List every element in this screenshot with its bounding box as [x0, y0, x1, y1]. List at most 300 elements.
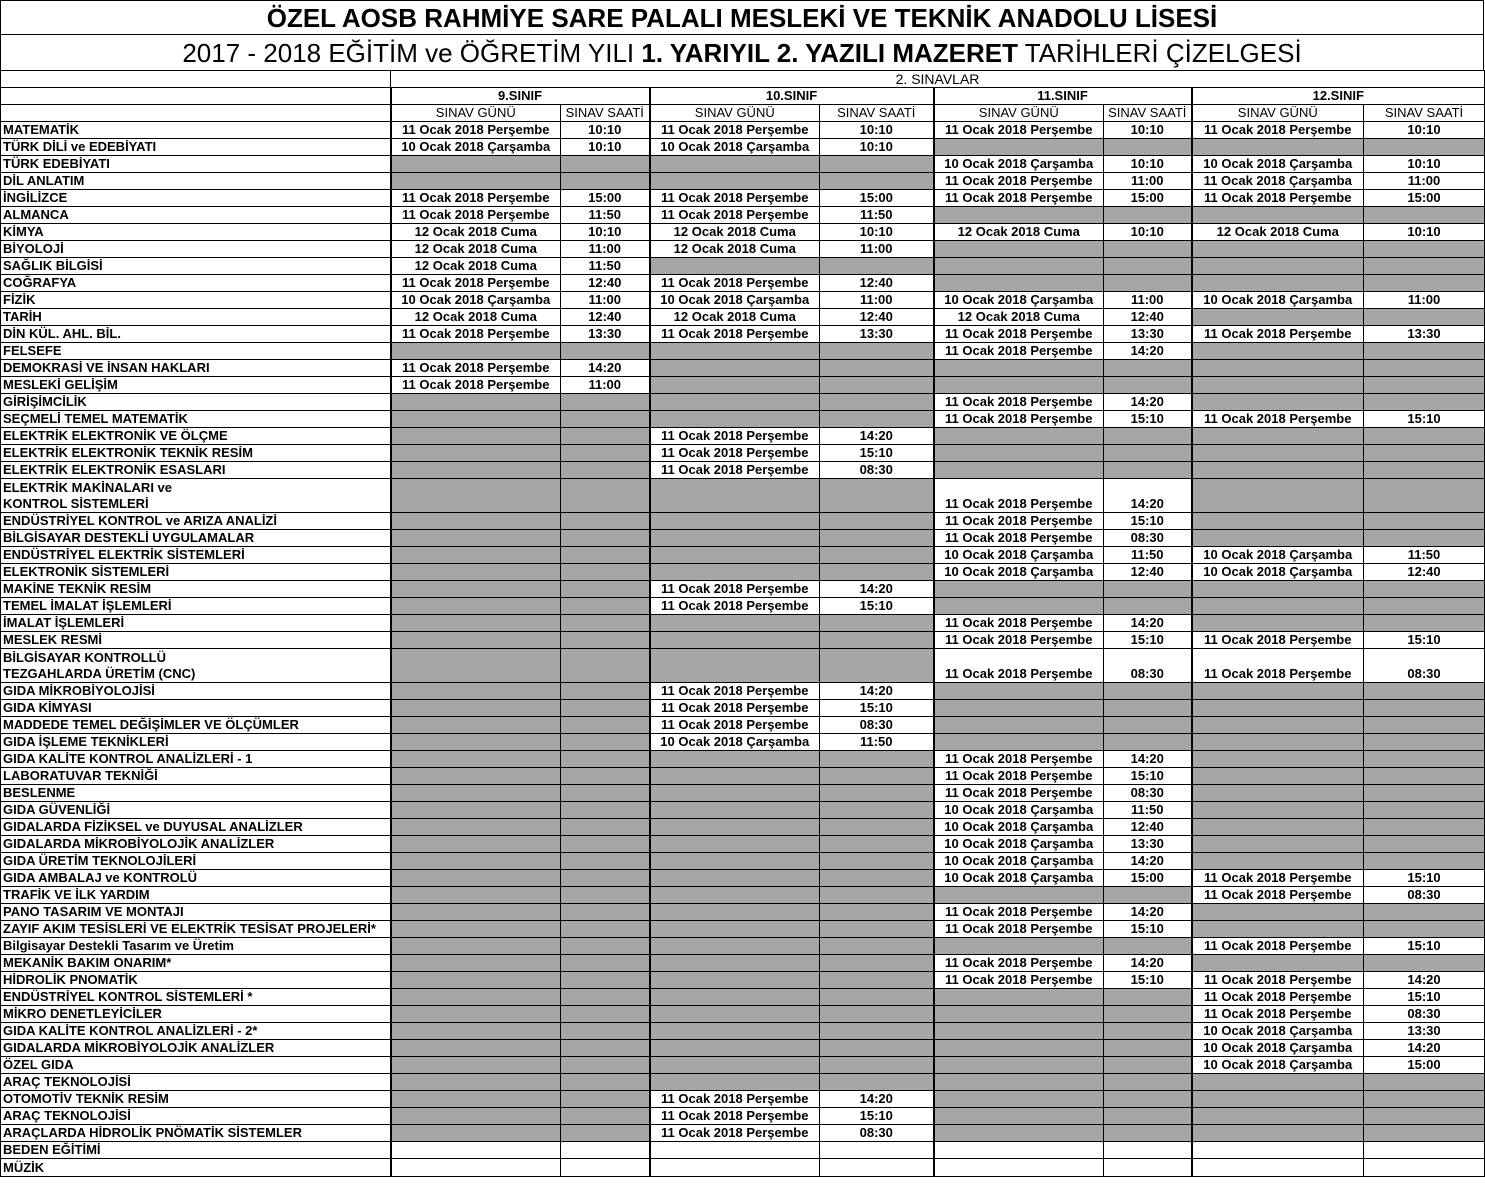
- exam-day-cell: [650, 411, 820, 428]
- exam-day-cell: [391, 717, 561, 734]
- exam-time-cell: [1364, 394, 1485, 411]
- exam-time-cell: 12:40: [561, 275, 650, 292]
- subject-name: MAKİNE TEKNİK RESİM: [1, 581, 391, 598]
- exam-day-cell: 11 Ocak 2018 Perşembe: [650, 598, 820, 615]
- exam-day-cell: 11 Ocak 2018 Perşembe: [934, 785, 1104, 802]
- subject-name: ENDÜSTRİYEL KONTROL SİSTEMLERİ *: [1, 989, 391, 1006]
- exam-day-cell: 11 Ocak 2018 Perşembe: [934, 394, 1104, 411]
- table-row: [1, 394, 1485, 411]
- table-row: [1, 768, 1485, 785]
- exam-day-cell: [650, 513, 820, 530]
- exam-time-cell: [1364, 377, 1485, 394]
- exam-day-cell: [934, 258, 1104, 275]
- exam-day-cell: 11 Ocak 2018 Perşembe: [391, 190, 561, 207]
- exam-time-cell: 14:20: [1104, 343, 1192, 360]
- table-row: [1, 1040, 1485, 1057]
- exam-day-cell: 12 Ocak 2018 Cuma: [934, 224, 1104, 241]
- exam-time-cell: [561, 1108, 650, 1125]
- table-row: [1, 530, 1485, 547]
- exam-time-cell: [561, 1159, 650, 1177]
- exam-time-cell: 08:30: [1104, 785, 1192, 802]
- exam-day-cell: 11 Ocak 2018 Perşembe: [650, 1125, 820, 1142]
- exam-day-cell: 10 Ocak 2018 Çarşamba: [650, 139, 820, 156]
- col-header-day: SINAV GÜNÜ: [1192, 105, 1364, 122]
- exam-time-cell: [561, 564, 650, 581]
- exam-time-cell: [1104, 1006, 1192, 1023]
- table-row: [1, 751, 1485, 768]
- col-header-day: SINAV GÜNÜ: [391, 105, 561, 122]
- exam-day-cell: 11 Ocak 2018 Perşembe: [391, 360, 561, 377]
- exam-time-cell: [820, 819, 934, 836]
- exam-day-cell: [1192, 360, 1364, 377]
- subject-name: BİYOLOJİ: [1, 241, 391, 258]
- exam-day-cell: 11 Ocak 2018 Perşembe: [1192, 190, 1364, 207]
- exam-day-cell: [650, 1040, 820, 1057]
- exam-time-cell: [561, 173, 650, 190]
- exam-time-cell: [1104, 717, 1192, 734]
- table-row: [1, 224, 1485, 241]
- class-header-12: 12.SINIF: [1192, 88, 1485, 105]
- subject-name: HİDROLİK PNOMATİK: [1, 972, 391, 989]
- exam-day-cell: 11 Ocak 2018 Perşembe: [1192, 1006, 1364, 1023]
- exam-day-cell: [391, 1125, 561, 1142]
- exam-day-cell: [650, 989, 820, 1006]
- exam-time-cell: 10:10: [561, 139, 650, 156]
- exam-time-cell: 11:50: [1104, 802, 1192, 819]
- subject-name: MESLEKİ GELİŞİM: [1, 377, 391, 394]
- exam-time-cell: [1364, 819, 1485, 836]
- exam-day-cell: [391, 1074, 561, 1091]
- subtitle-part-1: 2017 - 2018 EĞİTİM ve ÖĞRETİM YILI: [182, 38, 642, 68]
- exam-day-cell: 10 Ocak 2018 Çarşamba: [650, 734, 820, 751]
- exam-time-cell: 15:10: [1104, 768, 1192, 785]
- exam-day-cell: [391, 598, 561, 615]
- exam-time-cell: [561, 717, 650, 734]
- exam-day-cell: [1192, 717, 1364, 734]
- exam-day-cell: [934, 1125, 1104, 1142]
- exam-time-cell: 10:10: [820, 224, 934, 241]
- exam-day-cell: 10 Ocak 2018 Çarşamba: [934, 564, 1104, 581]
- exam-day-cell: [650, 887, 820, 904]
- exam-time-cell: [820, 955, 934, 972]
- exam-day-cell: [391, 921, 561, 938]
- exam-day-cell: [650, 819, 820, 836]
- exam-time-cell: 08:30: [1364, 1006, 1485, 1023]
- exam-day-cell: 11 Ocak 2018 Perşembe: [934, 122, 1104, 139]
- table-row: [1, 564, 1485, 581]
- exam-day-cell: [1192, 683, 1364, 700]
- exam-day-cell: 11 Ocak 2018 Perşembe: [1192, 649, 1364, 683]
- exam-time-cell: 10:10: [1104, 156, 1192, 173]
- exam-time-cell: 15:10: [1364, 632, 1485, 649]
- subject-name: GIDA MİKROBİYOLOJİSİ: [1, 683, 391, 700]
- exam-day-cell: 11 Ocak 2018 Perşembe: [934, 530, 1104, 547]
- exam-time-cell: [561, 1091, 650, 1108]
- exam-day-cell: [1192, 275, 1364, 292]
- exam-day-cell: [391, 547, 561, 564]
- exam-time-cell: 11:50: [820, 207, 934, 224]
- exam-day-cell: [1192, 258, 1364, 275]
- table-row: [1, 598, 1485, 615]
- subject-name: GIDALARDA MİKROBİYOLOJİK ANALİZLER: [1, 1040, 391, 1057]
- subject-name: DİL ANLATIM: [1, 173, 391, 190]
- exam-day-cell: [650, 632, 820, 649]
- exam-day-cell: 12 Ocak 2018 Cuma: [391, 309, 561, 326]
- exam-time-cell: [1364, 581, 1485, 598]
- exam-day-cell: [650, 343, 820, 360]
- exam-time-cell: [820, 802, 934, 819]
- exam-day-cell: 11 Ocak 2018 Perşembe: [934, 955, 1104, 972]
- exam-day-cell: [1192, 445, 1364, 462]
- exam-time-cell: [561, 547, 650, 564]
- subject-name: ELEKTRİK ELEKTRONİK VE ÖLÇME: [1, 428, 391, 445]
- subject-name: [1, 649, 391, 683]
- exam-day-cell: [934, 1023, 1104, 1040]
- exam-time-cell: [1104, 139, 1192, 156]
- exam-time-cell: 12:40: [1104, 309, 1192, 326]
- exam-day-cell: [934, 717, 1104, 734]
- exam-time-cell: [561, 598, 650, 615]
- exam-time-cell: 15:00: [820, 190, 934, 207]
- exam-day-cell: 11 Ocak 2018 Perşembe: [650, 717, 820, 734]
- subject-name: ZAYIF AKIM TESİSLERİ VE ELEKTRİK TESİSAT PROJELERİ*: [1, 921, 391, 938]
- exam-time-cell: [820, 921, 934, 938]
- exam-time-cell: [561, 156, 650, 173]
- exam-day-cell: [1192, 853, 1364, 870]
- col-header-time: SINAV SAATİ: [1104, 105, 1192, 122]
- subject-name: SAĞLIK BİLGİSİ: [1, 258, 391, 275]
- exam-time-cell: [561, 462, 650, 479]
- exam-time-cell: [561, 836, 650, 853]
- exam-time-cell: [561, 1040, 650, 1057]
- exam-time-cell: 15:10: [1104, 513, 1192, 530]
- exam-time-cell: [820, 870, 934, 887]
- subject-name: MÜZİK: [1, 1159, 391, 1177]
- exam-day-cell: [1192, 955, 1364, 972]
- subject-name: FELSEFE: [1, 343, 391, 360]
- exam-day-cell: [1192, 1074, 1364, 1091]
- exam-day-cell: [391, 785, 561, 802]
- subject-name: ENDÜSTRİYEL KONTROL ve ARIZA ANALİZİ: [1, 513, 391, 530]
- exam-time-cell: 11:00: [1364, 292, 1485, 309]
- exam-time-cell: [1364, 921, 1485, 938]
- exam-day-cell: [391, 462, 561, 479]
- table-row: [1, 139, 1485, 156]
- exam-time-cell: 13:30: [820, 326, 934, 343]
- exam-day-cell: [391, 887, 561, 904]
- exam-day-cell: [650, 564, 820, 581]
- exam-time-cell: 15:00: [1104, 190, 1192, 207]
- subject-name: BESLENME: [1, 785, 391, 802]
- exam-time-cell: [1364, 768, 1485, 785]
- exam-time-cell: 12:40: [1104, 819, 1192, 836]
- table-row: [1, 632, 1485, 649]
- exam-time-cell: [561, 904, 650, 921]
- exam-time-cell: 15:10: [1364, 938, 1485, 955]
- table-row: [1, 275, 1485, 292]
- exam-day-cell: 11 Ocak 2018 Perşembe: [934, 972, 1104, 989]
- exam-day-cell: [391, 904, 561, 921]
- exam-day-cell: [391, 632, 561, 649]
- table-row: [1, 904, 1485, 921]
- exam-day-cell: [391, 479, 561, 513]
- exam-day-cell: 11 Ocak 2018 Perşembe: [391, 122, 561, 139]
- exam-time-cell: [1104, 258, 1192, 275]
- exam-day-cell: [1192, 513, 1364, 530]
- corner-cell: [1, 71, 391, 88]
- exam-time-cell: 12:40: [820, 275, 934, 292]
- exam-day-cell: 11 Ocak 2018 Perşembe: [934, 513, 1104, 530]
- exam-day-cell: [1192, 598, 1364, 615]
- exam-time-cell: [1364, 700, 1485, 717]
- table-row: [1, 972, 1485, 989]
- subject-name-line-1: ELEKTRİK MAKİNALARI ve: [3, 480, 173, 495]
- exam-day-cell: [1192, 1159, 1364, 1177]
- exam-day-cell: [934, 989, 1104, 1006]
- exam-day-cell: 11 Ocak 2018 Perşembe: [650, 122, 820, 139]
- exam-time-cell: [1364, 207, 1485, 224]
- exam-day-cell: [1192, 1125, 1364, 1142]
- exam-time-cell: [1104, 377, 1192, 394]
- subject-name: DEMOKRASİ VE İNSAN HAKLARI: [1, 360, 391, 377]
- exam-time-cell: [561, 921, 650, 938]
- exam-time-cell: 10:10: [820, 139, 934, 156]
- exam-time-cell: [561, 819, 650, 836]
- exam-day-cell: 11 Ocak 2018 Perşembe: [1192, 326, 1364, 343]
- exam-time-cell: 14:20: [1104, 479, 1192, 513]
- table-row: [1, 887, 1485, 904]
- subject-name: Bilgisayar Destekli Tasarım ve Üretim: [1, 938, 391, 955]
- exam-day-cell: [1192, 1091, 1364, 1108]
- exam-time-cell: [1104, 1108, 1192, 1125]
- exam-time-cell: [1364, 309, 1485, 326]
- exam-day-cell: [1192, 802, 1364, 819]
- exam-time-cell: 15:00: [561, 190, 650, 207]
- exam-time-cell: 11:50: [1104, 547, 1192, 564]
- exam-day-cell: [650, 1142, 820, 1159]
- exam-day-cell: 11 Ocak 2018 Perşembe: [934, 649, 1104, 683]
- exam-time-cell: [1364, 530, 1485, 547]
- exam-time-cell: [1364, 445, 1485, 462]
- exam-time-cell: 10:10: [1104, 122, 1192, 139]
- table-row: [1, 700, 1485, 717]
- exam-day-cell: [391, 683, 561, 700]
- exam-day-cell: [391, 530, 561, 547]
- exam-day-cell: [934, 683, 1104, 700]
- exam-day-cell: [934, 1108, 1104, 1125]
- subject-name: TRAFİK VE İLK YARDIM: [1, 887, 391, 904]
- exam-time-cell: [820, 887, 934, 904]
- exam-day-cell: 11 Ocak 2018 Perşembe: [934, 615, 1104, 632]
- exam-day-cell: 10 Ocak 2018 Çarşamba: [1192, 1023, 1364, 1040]
- exam-time-cell: [820, 649, 934, 683]
- subject-name-line-2: TEZGAHLARDA ÜRETİM (CNC): [3, 666, 196, 681]
- exam-day-cell: 11 Ocak 2018 Perşembe: [1192, 989, 1364, 1006]
- exam-day-cell: [1192, 1142, 1364, 1159]
- exam-day-cell: [934, 275, 1104, 292]
- subject-name: LABORATUVAR TEKNİĞİ: [1, 768, 391, 785]
- exam-time-cell: 11:00: [561, 292, 650, 309]
- exam-day-cell: 11 Ocak 2018 Perşembe: [934, 632, 1104, 649]
- subject-name: BEDEN EĞİTİMİ: [1, 1142, 391, 1159]
- exam-time-cell: [561, 1125, 650, 1142]
- exam-time-cell: [820, 156, 934, 173]
- exam-day-cell: [1192, 479, 1364, 513]
- exam-day-cell: 10 Ocak 2018 Çarşamba: [934, 156, 1104, 173]
- exam-time-cell: [1104, 1159, 1192, 1177]
- exam-time-cell: 10:10: [1364, 224, 1485, 241]
- exam-day-cell: [391, 428, 561, 445]
- exam-time-cell: [1104, 207, 1192, 224]
- exam-time-cell: 08:30: [1104, 649, 1192, 683]
- exam-time-cell: [1104, 241, 1192, 258]
- exam-day-cell: 11 Ocak 2018 Perşembe: [650, 190, 820, 207]
- table-row: [1, 258, 1485, 275]
- exam-day-cell: 11 Ocak 2018 Perşembe: [650, 275, 820, 292]
- exam-time-cell: [1104, 700, 1192, 717]
- subject-name: GIDALARDA FİZİKSEL ve DUYUSAL ANALİZLER: [1, 819, 391, 836]
- exam-time-cell: 13:30: [1104, 326, 1192, 343]
- table-row: [1, 173, 1485, 190]
- exam-day-cell: [1192, 768, 1364, 785]
- exam-day-cell: [650, 479, 820, 513]
- exam-day-cell: [1192, 309, 1364, 326]
- exam-day-cell: [1192, 377, 1364, 394]
- exam-day-cell: [391, 1159, 561, 1177]
- exam-time-cell: 11:00: [820, 241, 934, 258]
- exam-time-cell: 13:30: [561, 326, 650, 343]
- exam-day-cell: [391, 1040, 561, 1057]
- table-row: [1, 836, 1485, 853]
- table-row: [1, 513, 1485, 530]
- exam-day-cell: [391, 768, 561, 785]
- exam-day-cell: 11 Ocak 2018 Perşembe: [1192, 632, 1364, 649]
- table-row: [1, 1091, 1485, 1108]
- exam-day-cell: [934, 1040, 1104, 1057]
- exam-time-cell: [1364, 1108, 1485, 1125]
- exam-time-cell: 11:50: [1364, 547, 1485, 564]
- exam-time-cell: [1364, 785, 1485, 802]
- subject-name: MESLEK RESMİ: [1, 632, 391, 649]
- class-header-9: 9.SINIF: [391, 88, 650, 105]
- exam-day-cell: [650, 836, 820, 853]
- exam-time-cell: 10:10: [561, 224, 650, 241]
- exam-time-cell: [820, 377, 934, 394]
- exam-time-cell: [820, 173, 934, 190]
- subject-name: TEMEL İMALAT İŞLEMLERİ: [1, 598, 391, 615]
- subject-name: TÜRK DİLİ ve EDEBİYATI: [1, 139, 391, 156]
- col-header-time: SINAV SAATİ: [1364, 105, 1485, 122]
- exam-day-cell: [934, 1142, 1104, 1159]
- exam-day-cell: [391, 513, 561, 530]
- exam-time-cell: 15:10: [1104, 632, 1192, 649]
- exam-day-cell: [1192, 836, 1364, 853]
- table-row: [1, 938, 1485, 955]
- exam-day-cell: 11 Ocak 2018 Perşembe: [934, 190, 1104, 207]
- exam-day-cell: 10 Ocak 2018 Çarşamba: [934, 870, 1104, 887]
- exam-day-cell: [650, 751, 820, 768]
- class-header-11: 11.SINIF: [934, 88, 1192, 105]
- exam-day-cell: [391, 819, 561, 836]
- subject-name-line-1: BİLGİSAYAR KONTROLLÜ: [3, 650, 166, 665]
- exam-time-cell: [1104, 1040, 1192, 1057]
- exam-day-cell: 11 Ocak 2018 Perşembe: [650, 581, 820, 598]
- exam-time-cell: [1364, 275, 1485, 292]
- exam-time-cell: 10:10: [1104, 224, 1192, 241]
- table-row: [1, 360, 1485, 377]
- exam-time-cell: 11:50: [561, 258, 650, 275]
- exam-time-cell: 15:10: [820, 1108, 934, 1125]
- exam-day-cell: [934, 1074, 1104, 1091]
- exam-day-cell: 11 Ocak 2018 Perşembe: [650, 326, 820, 343]
- exam-day-cell: 11 Ocak 2018 Perşembe: [391, 275, 561, 292]
- exam-day-cell: [934, 1091, 1104, 1108]
- subject-name: ELEKTRİK ELEKTRONİK ESASLARI: [1, 462, 391, 479]
- table-row: [1, 377, 1485, 394]
- exam-time-cell: [1104, 887, 1192, 904]
- exam-day-cell: [391, 173, 561, 190]
- exam-time-cell: [1364, 615, 1485, 632]
- subject-name: GİRİŞİMCİLİK: [1, 394, 391, 411]
- table-row: [1, 1023, 1485, 1040]
- exam-time-cell: [561, 683, 650, 700]
- exam-day-cell: 10 Ocak 2018 Çarşamba: [1192, 547, 1364, 564]
- exam-time-cell: [1364, 955, 1485, 972]
- subject-name: GIDA ÜRETİM TEKNOLOJİLERİ: [1, 853, 391, 870]
- exam-time-cell: [1104, 1023, 1192, 1040]
- exam-day-cell: [1192, 751, 1364, 768]
- table-row: [1, 241, 1485, 258]
- exam-time-cell: 14:20: [1104, 394, 1192, 411]
- exam-time-cell: [1364, 241, 1485, 258]
- table-row: [1, 1074, 1485, 1091]
- exam-time-cell: 14:20: [1104, 955, 1192, 972]
- exam-day-cell: [391, 564, 561, 581]
- table-row: [1, 326, 1485, 343]
- exam-time-cell: 08:30: [1104, 530, 1192, 547]
- exam-time-cell: 13:30: [1104, 836, 1192, 853]
- exam-time-cell: [1364, 904, 1485, 921]
- exam-day-cell: [934, 207, 1104, 224]
- corner-cell-3: [1, 105, 391, 122]
- exam-time-cell: [561, 751, 650, 768]
- section-header: 2. SINAVLAR: [391, 71, 1485, 88]
- subtitle-part-3: TARİHLERİ ÇİZELGESİ: [1018, 38, 1302, 68]
- exam-time-cell: 11:00: [1104, 173, 1192, 190]
- exam-time-cell: 15:10: [820, 445, 934, 462]
- subject-name: ARAÇ TEKNOLOJİSİ: [1, 1108, 391, 1125]
- exam-day-cell: [391, 394, 561, 411]
- exam-time-cell: [1364, 1159, 1485, 1177]
- exam-time-cell: [1104, 581, 1192, 598]
- exam-time-cell: 14:20: [561, 360, 650, 377]
- exam-time-cell: [1364, 513, 1485, 530]
- exam-time-cell: [1104, 598, 1192, 615]
- subject-name: ÖZEL GIDA: [1, 1057, 391, 1074]
- exam-day-cell: 11 Ocak 2018 Perşembe: [1192, 411, 1364, 428]
- exam-time-cell: 14:20: [1104, 751, 1192, 768]
- subject-name: ALMANCA: [1, 207, 391, 224]
- exam-day-cell: [934, 581, 1104, 598]
- exam-time-cell: [561, 768, 650, 785]
- exam-day-cell: [650, 1023, 820, 1040]
- exam-time-cell: [561, 802, 650, 819]
- exam-schedule-table: [0, 70, 1485, 1177]
- exam-time-cell: [820, 1023, 934, 1040]
- exam-time-cell: [1104, 938, 1192, 955]
- exam-day-cell: [650, 870, 820, 887]
- exam-day-cell: [391, 581, 561, 598]
